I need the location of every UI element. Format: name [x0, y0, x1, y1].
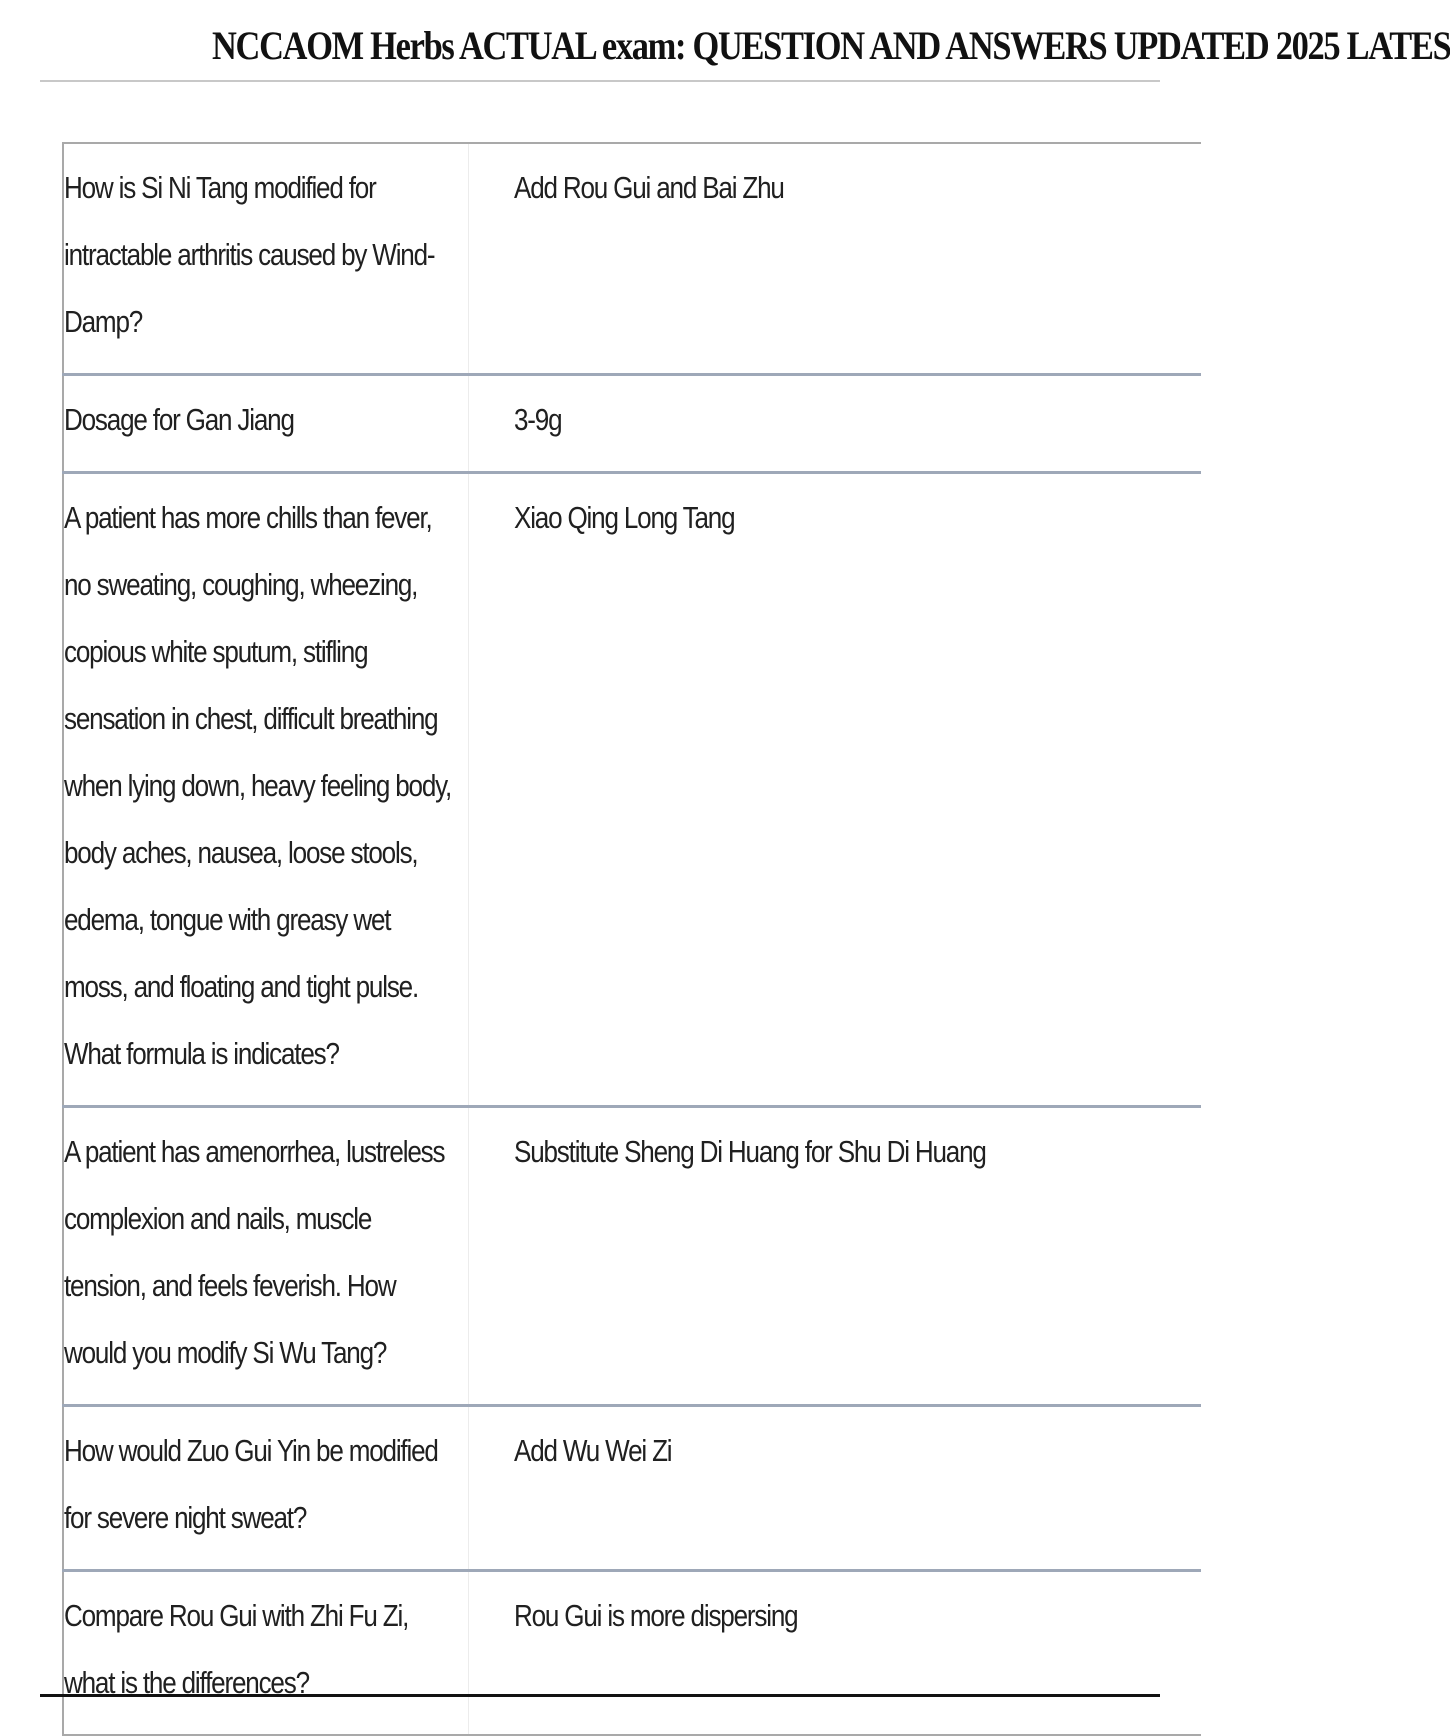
- answer-text: Xiao Qing Long Tang: [513, 500, 734, 535]
- answer-text: Rou Gui is more dispersing: [513, 1598, 797, 1633]
- qa-row: [63, 375, 1201, 473]
- answer-cell: [468, 143, 1201, 375]
- question-cell: [63, 473, 468, 1107]
- answer-cell: [468, 375, 1201, 473]
- qa-row: [63, 143, 1201, 375]
- question-cell: [63, 375, 468, 473]
- qa-row: [63, 1406, 1201, 1571]
- question-text: Compare Rou Gui with Zhi Fu Zi, what is the differences?: [64, 1598, 409, 1700]
- answer-text: Add Wu Wei Zi: [513, 1433, 671, 1468]
- answer-cell: [468, 1571, 1201, 1736]
- question-text: A patient has amenorrhea, lustreless complexion and nails, muscle tension, and feels feverish. How would you modify Si Wu Tang?: [64, 1134, 445, 1370]
- answer-text: 3-9g: [513, 402, 561, 437]
- answer-text: Substitute Sheng Di Huang for Shu Di Huang: [513, 1134, 986, 1169]
- answer-cell: [468, 473, 1201, 1107]
- page-title: NCCAOM Herbs ACTUAL exam: QUESTION AND ANSWERS UPDATED 2025 LATES: [212, 23, 1450, 68]
- qa-row: [63, 1107, 1201, 1406]
- question-text: A patient has more chills than fever, no sweating, coughing, wheezing, copious white sputum, stifling sensation in chest, difficult breathing when lying down, heavy feeling body, body aches, nausea, loose stools, edema, tongue with greasy wet moss, and floating and tight pulse. What formula is indicates?: [64, 500, 452, 1071]
- qa-row: [63, 1571, 1201, 1736]
- question-text: How is Si Ni Tang modified for intractable arthritis caused by Wind-Damp?: [64, 170, 435, 339]
- header-divider: [40, 80, 1160, 82]
- qa-table: [62, 142, 1201, 1736]
- question-text: How would Zuo Gui Yin be modified for severe night sweat?: [64, 1433, 438, 1535]
- page-header: [0, 18, 1450, 80]
- answer-cell: [468, 1406, 1201, 1571]
- question-cell: [63, 1571, 468, 1736]
- question-text: Dosage for Gan Jiang: [64, 402, 294, 437]
- question-cell: [63, 1406, 468, 1571]
- footer-divider: [40, 1694, 1160, 1697]
- qa-row: [63, 473, 1201, 1107]
- question-cell: [63, 143, 468, 375]
- question-cell: [63, 1107, 468, 1406]
- answer-text: Add Rou Gui and Bai Zhu: [513, 170, 784, 205]
- answer-cell: [468, 1107, 1201, 1406]
